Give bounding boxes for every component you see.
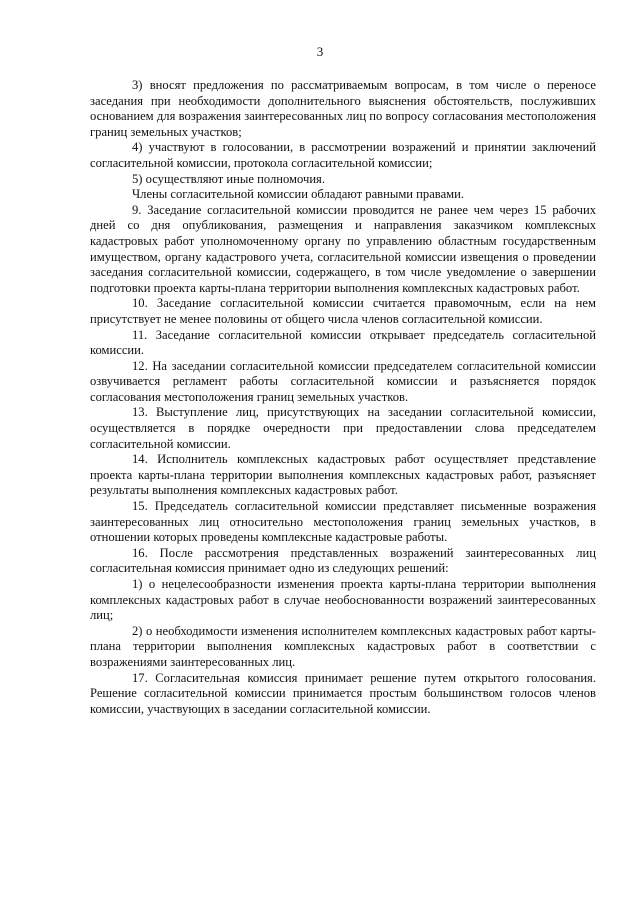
paragraph-15: 15. Председатель согласительной комиссии представляет письменные возражения заинтересованных лиц относительно местоположения границ земельных участков, в отношении которых проведены комплексные кадастровые работы. — [90, 499, 596, 545]
paragraph-14: 14. Исполнитель комплексных кадастровых работ осуществляет представление проекта карты-плана территории выполнения комплексных кадастровых работ, разъясняет результаты выполнения комплексных кадастровых работ. — [90, 452, 596, 498]
paragraph-item-4: 4) участвуют в голосовании, в рассмотрении возражений и принятии заключений согласительной комиссии, протокола согласительной комиссии; — [90, 140, 596, 170]
paragraph-16: 16. После рассмотрения представленных возражений заинтересованных лиц согласительная комиссия принимает одно из следующих решений: — [90, 545, 596, 576]
paragraph-item-5: 5) осуществляют иные полномочия. — [132, 171, 326, 186]
paragraph-9: 9. Заседание согласительной комиссии проводится не ранее чем через 15 рабочих дней со дня опубликования, размещения и направления заказчиком комплексных кадастровых работ уполномоченному органу по управлению областным государственным имуществом, органу кадастрового учета, согласительной комиссии извещения о проведении заседания согласительной комиссии, содержащего, в том числе уведомление о завершении подготовки проекта карты-плана территории выполнения комплексных кадастровых работ. — [90, 202, 596, 295]
document-body — [90, 78, 596, 717]
paragraph-equal-rights: Члены согласительной комиссии обладают равными правами. — [132, 187, 465, 202]
paragraph-10: 10. Заседание согласительной комиссии считается правомочным, если на нем присутствует не менее половины от общего числа членов согласительной комиссии. — [90, 296, 596, 326]
paragraph-17: 17. Согласительная комиссия принимает решение путем открытого голосования. Решение согласительной комиссии принимается простым большинством голосов членов комиссии, участвующих в заседании согласительной комиссии. — [90, 670, 596, 716]
paragraph-16-option-1: 1) о нецелесообразности изменения проекта карты-плана территории выполнения комплексных кадастровых работ в случае необоснованности возражений заинтересованных лиц; — [90, 577, 596, 623]
paragraph-11: 11. Заседание согласительной комиссии открывает председатель согласительной комиссии. — [90, 327, 596, 358]
paragraph-item-3: 3) вносят предложения по рассматриваемым вопросам, в том числе о переносе заседания при необходимости дополнительного выяснения обстоятельств, послуживших основанием для возражения заинтересованных лиц по вопросу согласования местоположения границ земельных участков; — [90, 78, 596, 139]
page-number: 3 — [316, 44, 324, 59]
paragraph-12: 12. На заседании согласительной комиссии председателем согласительной комиссии озвучивается регламент работы согласительной комиссии и разъясняется порядок согласования местоположения границ земельных участков. — [90, 358, 596, 404]
paragraph-16-option-2: 2) о необходимости изменения исполнителем комплексных кадастровых работ карты-плана территории выполнения комплексных кадастровых работ в соответствии с возражениями заинтересованных лиц. — [90, 623, 596, 669]
paragraph-13: 13. Выступление лиц, присутствующих на заседании согласительной комиссии, осуществляется в порядке очередности при предоставлении слова председателем согласительной комиссии. — [90, 405, 596, 451]
